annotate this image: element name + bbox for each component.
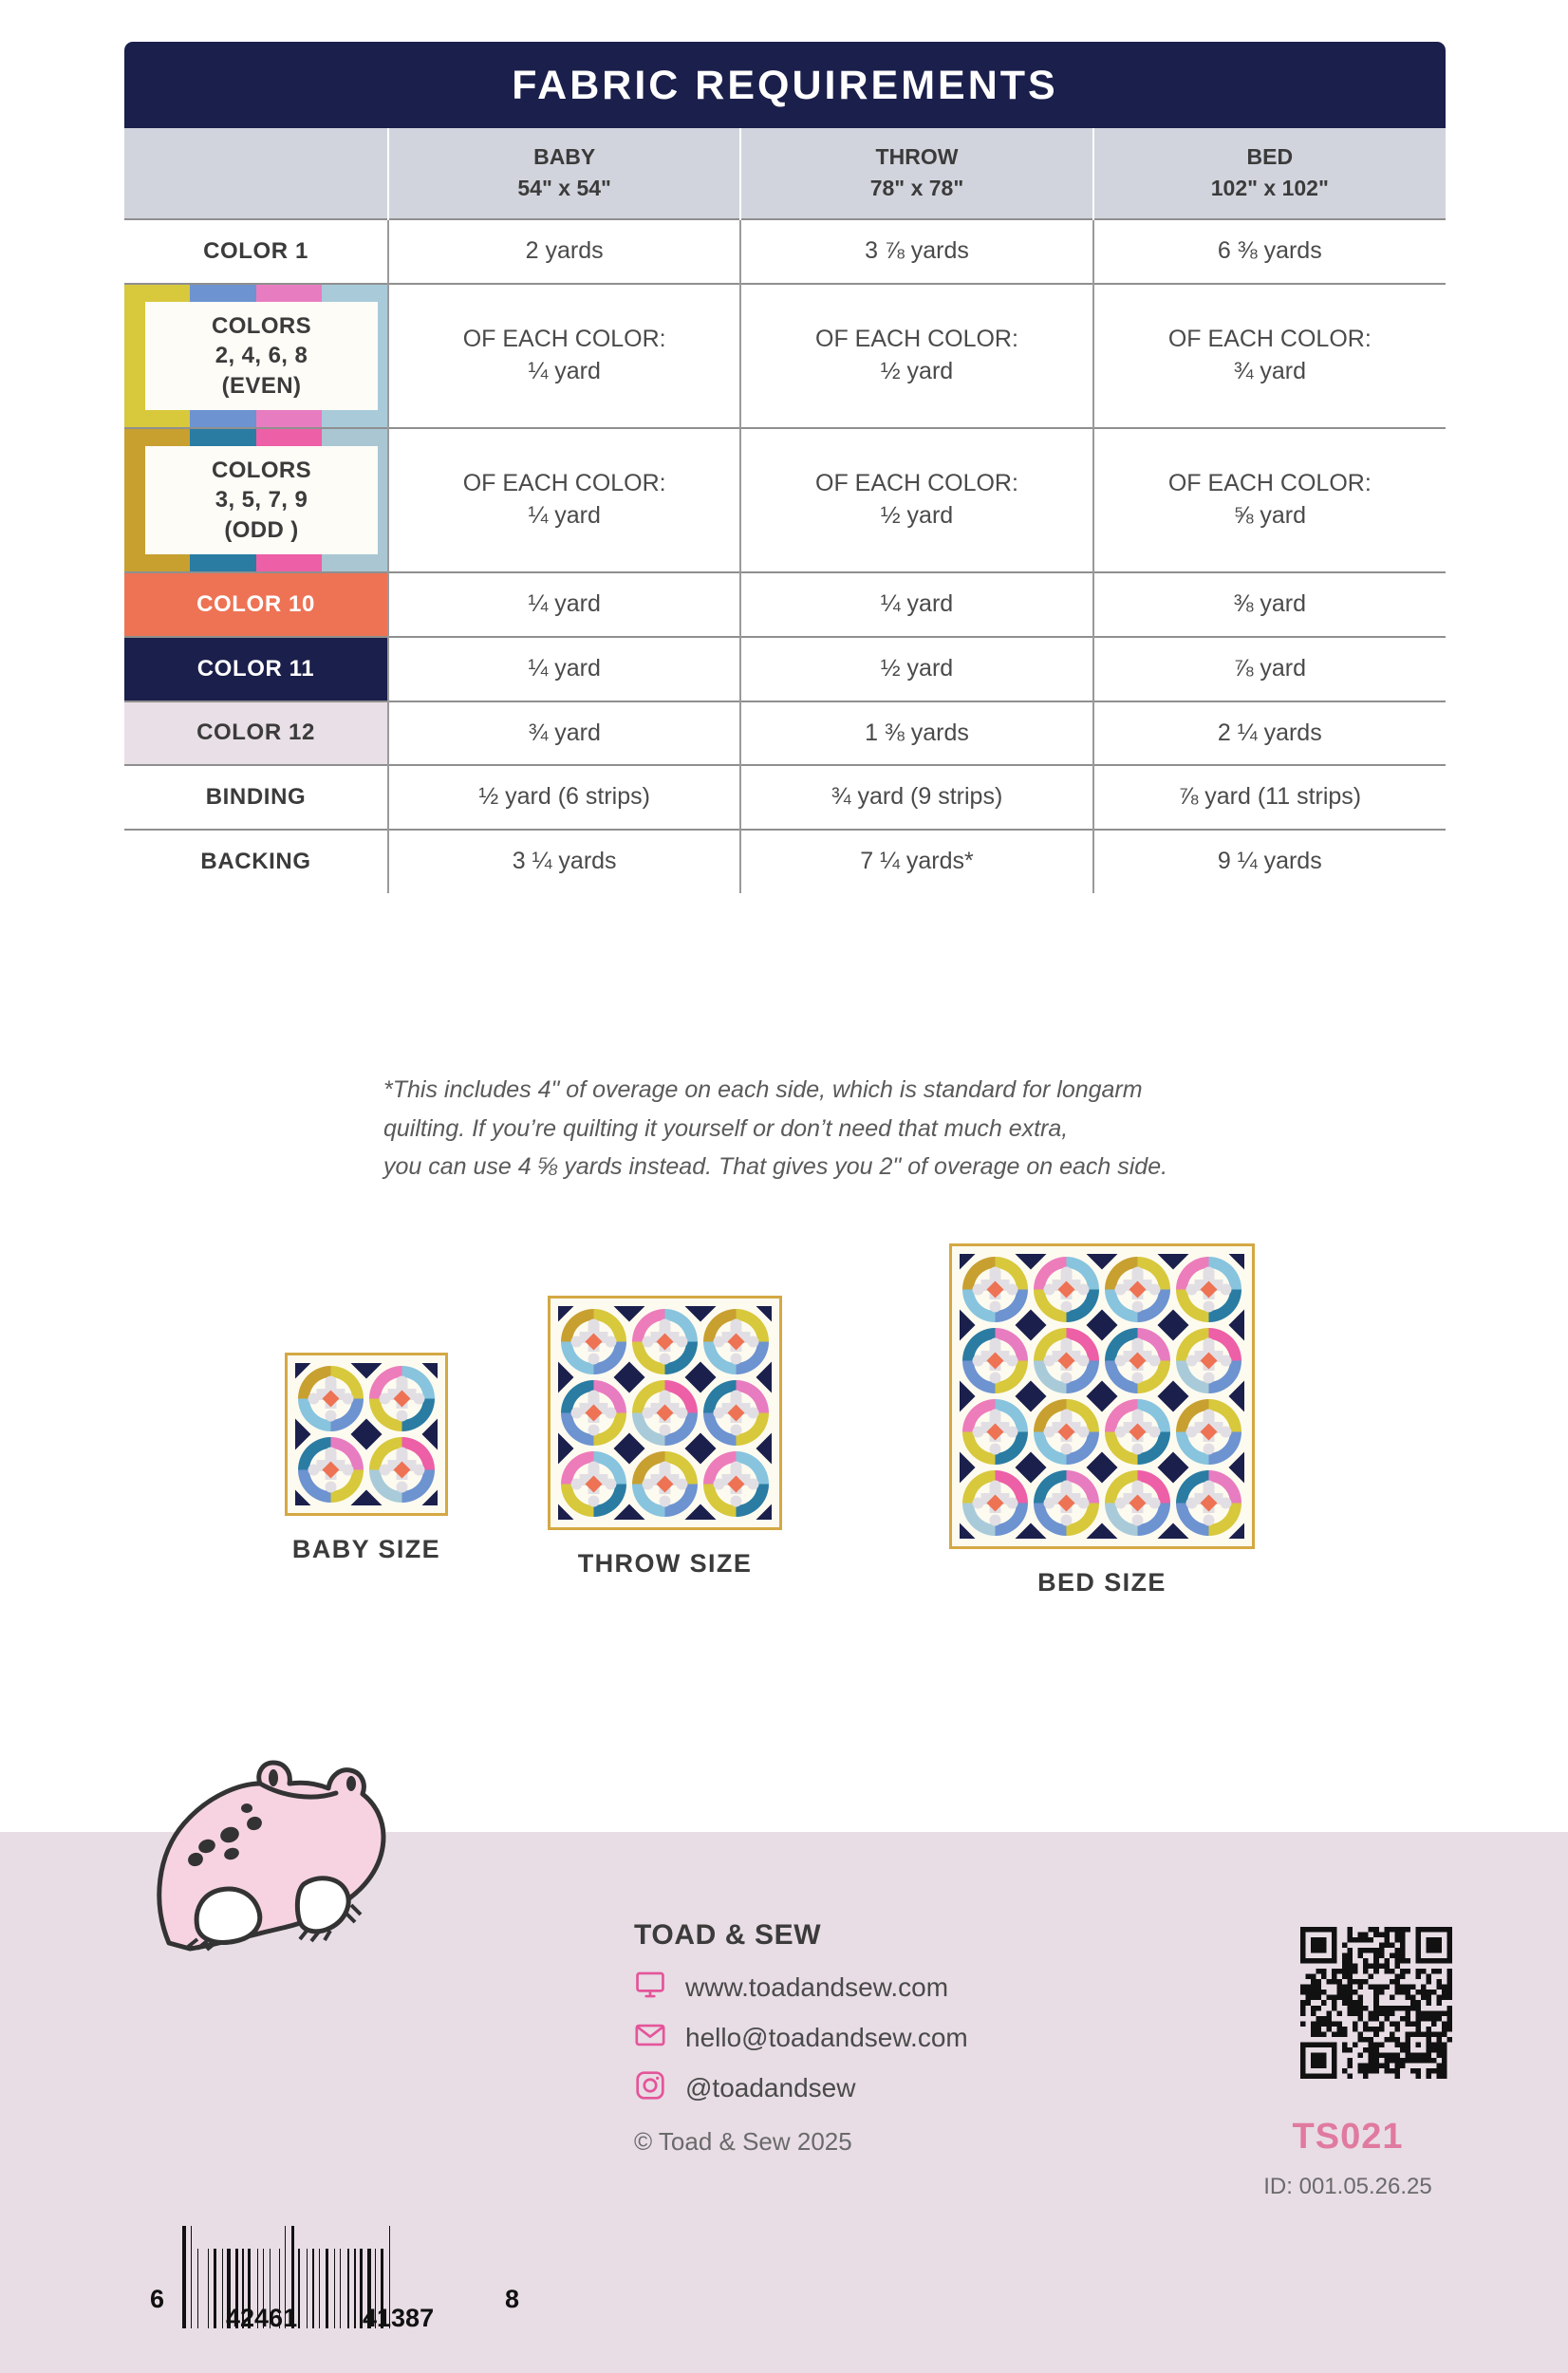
quilt-size-diagrams — [0, 1243, 1568, 1794]
row-label-swatch — [124, 284, 388, 428]
cell-baby: ½ yard (6 strips) — [388, 765, 740, 830]
cell-throw: ½ yard — [740, 637, 1092, 701]
cell-baby: ¼ yard — [388, 572, 740, 637]
column-header-bed — [1093, 128, 1446, 219]
cell-prefix: OF EACH COLOR: — [1167, 470, 1372, 497]
quilt-block — [558, 1448, 629, 1520]
barcode-digit-right: 8 — [505, 2285, 520, 2313]
barcode-bar — [307, 2249, 308, 2328]
table-row — [124, 219, 1446, 284]
column-header-baby — [388, 128, 740, 219]
quilt-block — [366, 1363, 438, 1434]
column-size-label: BABY — [533, 144, 596, 169]
quilt-diagram-throw-size — [548, 1296, 782, 1579]
cell-baby: ¼ yard — [388, 637, 740, 701]
quilt-block — [1031, 1325, 1102, 1396]
quilt-block — [1173, 1467, 1244, 1539]
table-row — [124, 637, 1446, 701]
footnote-line-1: *This includes 4" of overage on each side, which is standard for longarm — [383, 1076, 1143, 1103]
monitor-icon — [634, 1969, 666, 2006]
cell-baby — [388, 428, 740, 572]
cell-bed: ⅞ yard (11 strips) — [1093, 765, 1446, 830]
quilt-frame — [285, 1353, 448, 1516]
cell-bed: 6 ⅜ yards — [1093, 219, 1446, 284]
barcode-bar — [319, 2249, 320, 2328]
row-label-binding: BINDING — [124, 765, 388, 830]
barcode-digit-group2: 41387 — [363, 2304, 435, 2332]
quilt-block — [629, 1306, 700, 1377]
cell-bed — [1093, 284, 1446, 428]
barcode-bar — [334, 2249, 335, 2328]
barcode-bar — [309, 2249, 310, 2328]
row-label-color-1: COLOR 1 — [124, 219, 388, 284]
quilt-block — [960, 1467, 1031, 1539]
footnote-line-3: you can use 4 ⅝ yards instead. That gives you 2" of overage on each side. — [383, 1153, 1168, 1180]
quilt-block — [1031, 1467, 1102, 1539]
cell-prefix: OF EACH COLOR: — [1167, 326, 1372, 353]
row-label-backing: BACKING — [124, 830, 388, 893]
row-label-text — [145, 302, 378, 410]
quilt-block — [700, 1306, 772, 1377]
column-dimension-label: 102" x 102" — [1210, 175, 1329, 200]
quilt-block-grid — [558, 1306, 772, 1520]
pattern-code: TS021 — [1292, 2117, 1404, 2157]
barcode-bar — [200, 2249, 207, 2328]
table-row — [124, 428, 1446, 572]
barcode-bar — [312, 2249, 315, 2328]
barcode-bar — [354, 2249, 355, 2328]
header-corner-blank — [124, 128, 388, 219]
cell-throw: 1 ⅜ yards — [740, 701, 1092, 766]
barcode-bar — [217, 2249, 220, 2328]
column-size-label: BED — [1246, 144, 1294, 169]
table-row — [124, 284, 1446, 428]
table-header-row — [124, 128, 1446, 219]
quilt-block — [1102, 1325, 1173, 1396]
row-label-line: 3, 5, 7, 9 — [215, 487, 308, 514]
cell-value: ½ yard — [880, 502, 954, 530]
instagram-handle: @toadandsew — [685, 2072, 856, 2102]
quilt-block — [366, 1434, 438, 1505]
cell-value: ¼ yard — [528, 502, 601, 530]
quilt-size-caption: BED SIZE — [1037, 1568, 1167, 1597]
cell-prefix: OF EACH COLOR: — [462, 326, 666, 353]
row-label-color-12: COLOR 12 — [124, 701, 388, 766]
barcode-bar — [298, 2249, 299, 2328]
cell-bed: 9 ¼ yards — [1093, 830, 1446, 893]
cell-throw: ¾ yard (9 strips) — [740, 765, 1092, 830]
column-header-throw — [740, 128, 1092, 219]
cell-throw: ¼ yard — [740, 572, 1092, 637]
barcode-bar — [357, 2249, 358, 2328]
table-body — [124, 219, 1446, 893]
contact-block — [634, 1919, 968, 2157]
quilt-block — [1102, 1396, 1173, 1467]
table-row — [124, 765, 1446, 830]
barcode-bar — [197, 2249, 198, 2328]
quilt-block — [1031, 1254, 1102, 1325]
barcode-bar — [347, 2249, 348, 2328]
cell-baby: ¾ yard — [388, 701, 740, 766]
quilt-block — [960, 1254, 1031, 1325]
barcode-bar — [214, 2249, 216, 2328]
quilt-block — [1031, 1396, 1102, 1467]
cell-bed — [1093, 428, 1446, 572]
backing-footnote — [383, 1071, 1484, 1186]
barcode-bar — [326, 2249, 328, 2328]
cell-prefix: OF EACH COLOR: — [815, 326, 1018, 353]
table-row — [124, 830, 1446, 893]
contact-row-instagram[interactable] — [634, 2069, 968, 2106]
barcode-bar — [316, 2249, 317, 2328]
barcode-bar — [188, 2226, 189, 2328]
quilt-block — [1173, 1325, 1244, 1396]
quilt-block — [1102, 1467, 1173, 1539]
barcode-bar — [329, 2249, 332, 2328]
qr-code[interactable] — [1300, 1927, 1452, 2079]
contact-row-email[interactable] — [634, 2019, 968, 2056]
quilt-block — [700, 1448, 772, 1520]
quilt-block — [960, 1325, 1031, 1396]
row-label-line: (EVEN) — [221, 372, 302, 399]
cell-bed: ⅞ yard — [1093, 637, 1446, 701]
cell-bed: 2 ¼ yards — [1093, 701, 1446, 766]
quilt-diagram-baby-size — [285, 1353, 448, 1564]
page-title: FABRIC REQUIREMENTS — [124, 42, 1446, 128]
quilt-block — [700, 1377, 772, 1448]
barcode-bar — [191, 2226, 192, 2328]
cell-bed: ⅜ yard — [1093, 572, 1446, 637]
barcode-digit-group1: 42461 — [226, 2304, 298, 2332]
quilt-block — [1102, 1254, 1173, 1325]
barcode-bar — [301, 2249, 305, 2328]
barcode-bar — [211, 2249, 212, 2328]
quilt-diagram-bed-size — [949, 1243, 1255, 1598]
barcode-bar — [350, 2249, 353, 2328]
cell-value: ⅝ yard — [1233, 502, 1307, 530]
barcode-bar — [194, 2249, 196, 2328]
footnote-line-2: quilting. If you’re quilting it yourself or don’t need that much extra, — [383, 1114, 1069, 1142]
row-label-swatch — [124, 428, 388, 572]
column-size-label: THROW — [875, 144, 959, 169]
row-label-color-11: COLOR 11 — [124, 637, 388, 701]
quilt-frame — [949, 1243, 1255, 1549]
cell-value: ½ yard — [880, 358, 954, 385]
barcode-bar — [182, 2226, 186, 2328]
cell-baby: 3 ¼ yards — [388, 830, 740, 893]
pattern-id: ID: 001.05.26.25 — [1263, 2174, 1432, 2199]
quilt-block — [558, 1377, 629, 1448]
quilt-block — [629, 1377, 700, 1448]
quilt-block — [295, 1363, 366, 1434]
row-label-line: COLORS — [211, 313, 312, 340]
table-row — [124, 701, 1446, 766]
quilt-block-grid — [960, 1254, 1244, 1539]
fabric-requirements-table-section — [124, 42, 1446, 893]
cell-throw — [740, 428, 1092, 572]
barcode-digit-left: 6 — [150, 2285, 165, 2313]
instagram-icon — [634, 2069, 666, 2106]
quilt-block — [558, 1306, 629, 1377]
quilt-size-caption: THROW SIZE — [577, 1549, 753, 1578]
barcode-bar — [222, 2249, 223, 2328]
quilt-block — [960, 1396, 1031, 1467]
column-dimension-label: 54" x 54" — [517, 175, 611, 200]
row-label-line: (ODD ) — [224, 516, 299, 543]
cell-baby: 2 yards — [388, 219, 740, 284]
row-label-line: 2, 4, 6, 8 — [215, 343, 308, 369]
barcode-bar — [343, 2249, 346, 2328]
row-label-color-10: COLOR 10 — [124, 572, 388, 637]
website-url: www.toadandsew.com — [685, 1971, 949, 2002]
quilt-size-caption: BABY SIZE — [291, 1535, 441, 1563]
table-row — [124, 572, 1446, 637]
quilt-block-grid — [295, 1363, 438, 1505]
contact-row-website[interactable] — [634, 1969, 968, 2006]
envelope-icon — [634, 2019, 666, 2056]
row-label-text — [145, 446, 378, 554]
cell-throw: 7 ¼ yards* — [740, 830, 1092, 893]
cell-baby — [388, 284, 740, 428]
column-dimension-label: 78" x 78" — [869, 175, 964, 200]
barcode-bar — [322, 2249, 325, 2328]
barcode — [142, 2226, 522, 2349]
cell-throw: 3 ⅞ yards — [740, 219, 1092, 284]
quilt-block — [295, 1434, 366, 1505]
row-label-line: COLORS — [211, 458, 312, 484]
cell-throw — [740, 284, 1092, 428]
cell-prefix: OF EACH COLOR: — [462, 470, 666, 497]
quilt-block — [1173, 1254, 1244, 1325]
quilt-block — [629, 1448, 700, 1520]
barcode-bar — [340, 2249, 341, 2328]
quilt-block — [1173, 1396, 1244, 1467]
email-address: hello@toadandsew.com — [685, 2022, 968, 2052]
barcode-bar — [337, 2249, 338, 2328]
cell-value: ¾ yard — [1233, 358, 1307, 385]
barcode-bar — [208, 2249, 209, 2328]
quilt-frame — [548, 1296, 782, 1530]
brand-name: TOAD & SEW — [634, 1919, 822, 1951]
frog-logo-icon — [140, 1742, 425, 1979]
fabric-requirements-table — [124, 128, 1446, 893]
copyright-text: © Toad & Sew 2025 — [634, 2127, 852, 2156]
cell-value: ¼ yard — [528, 358, 601, 385]
cell-prefix: OF EACH COLOR: — [815, 470, 1018, 497]
